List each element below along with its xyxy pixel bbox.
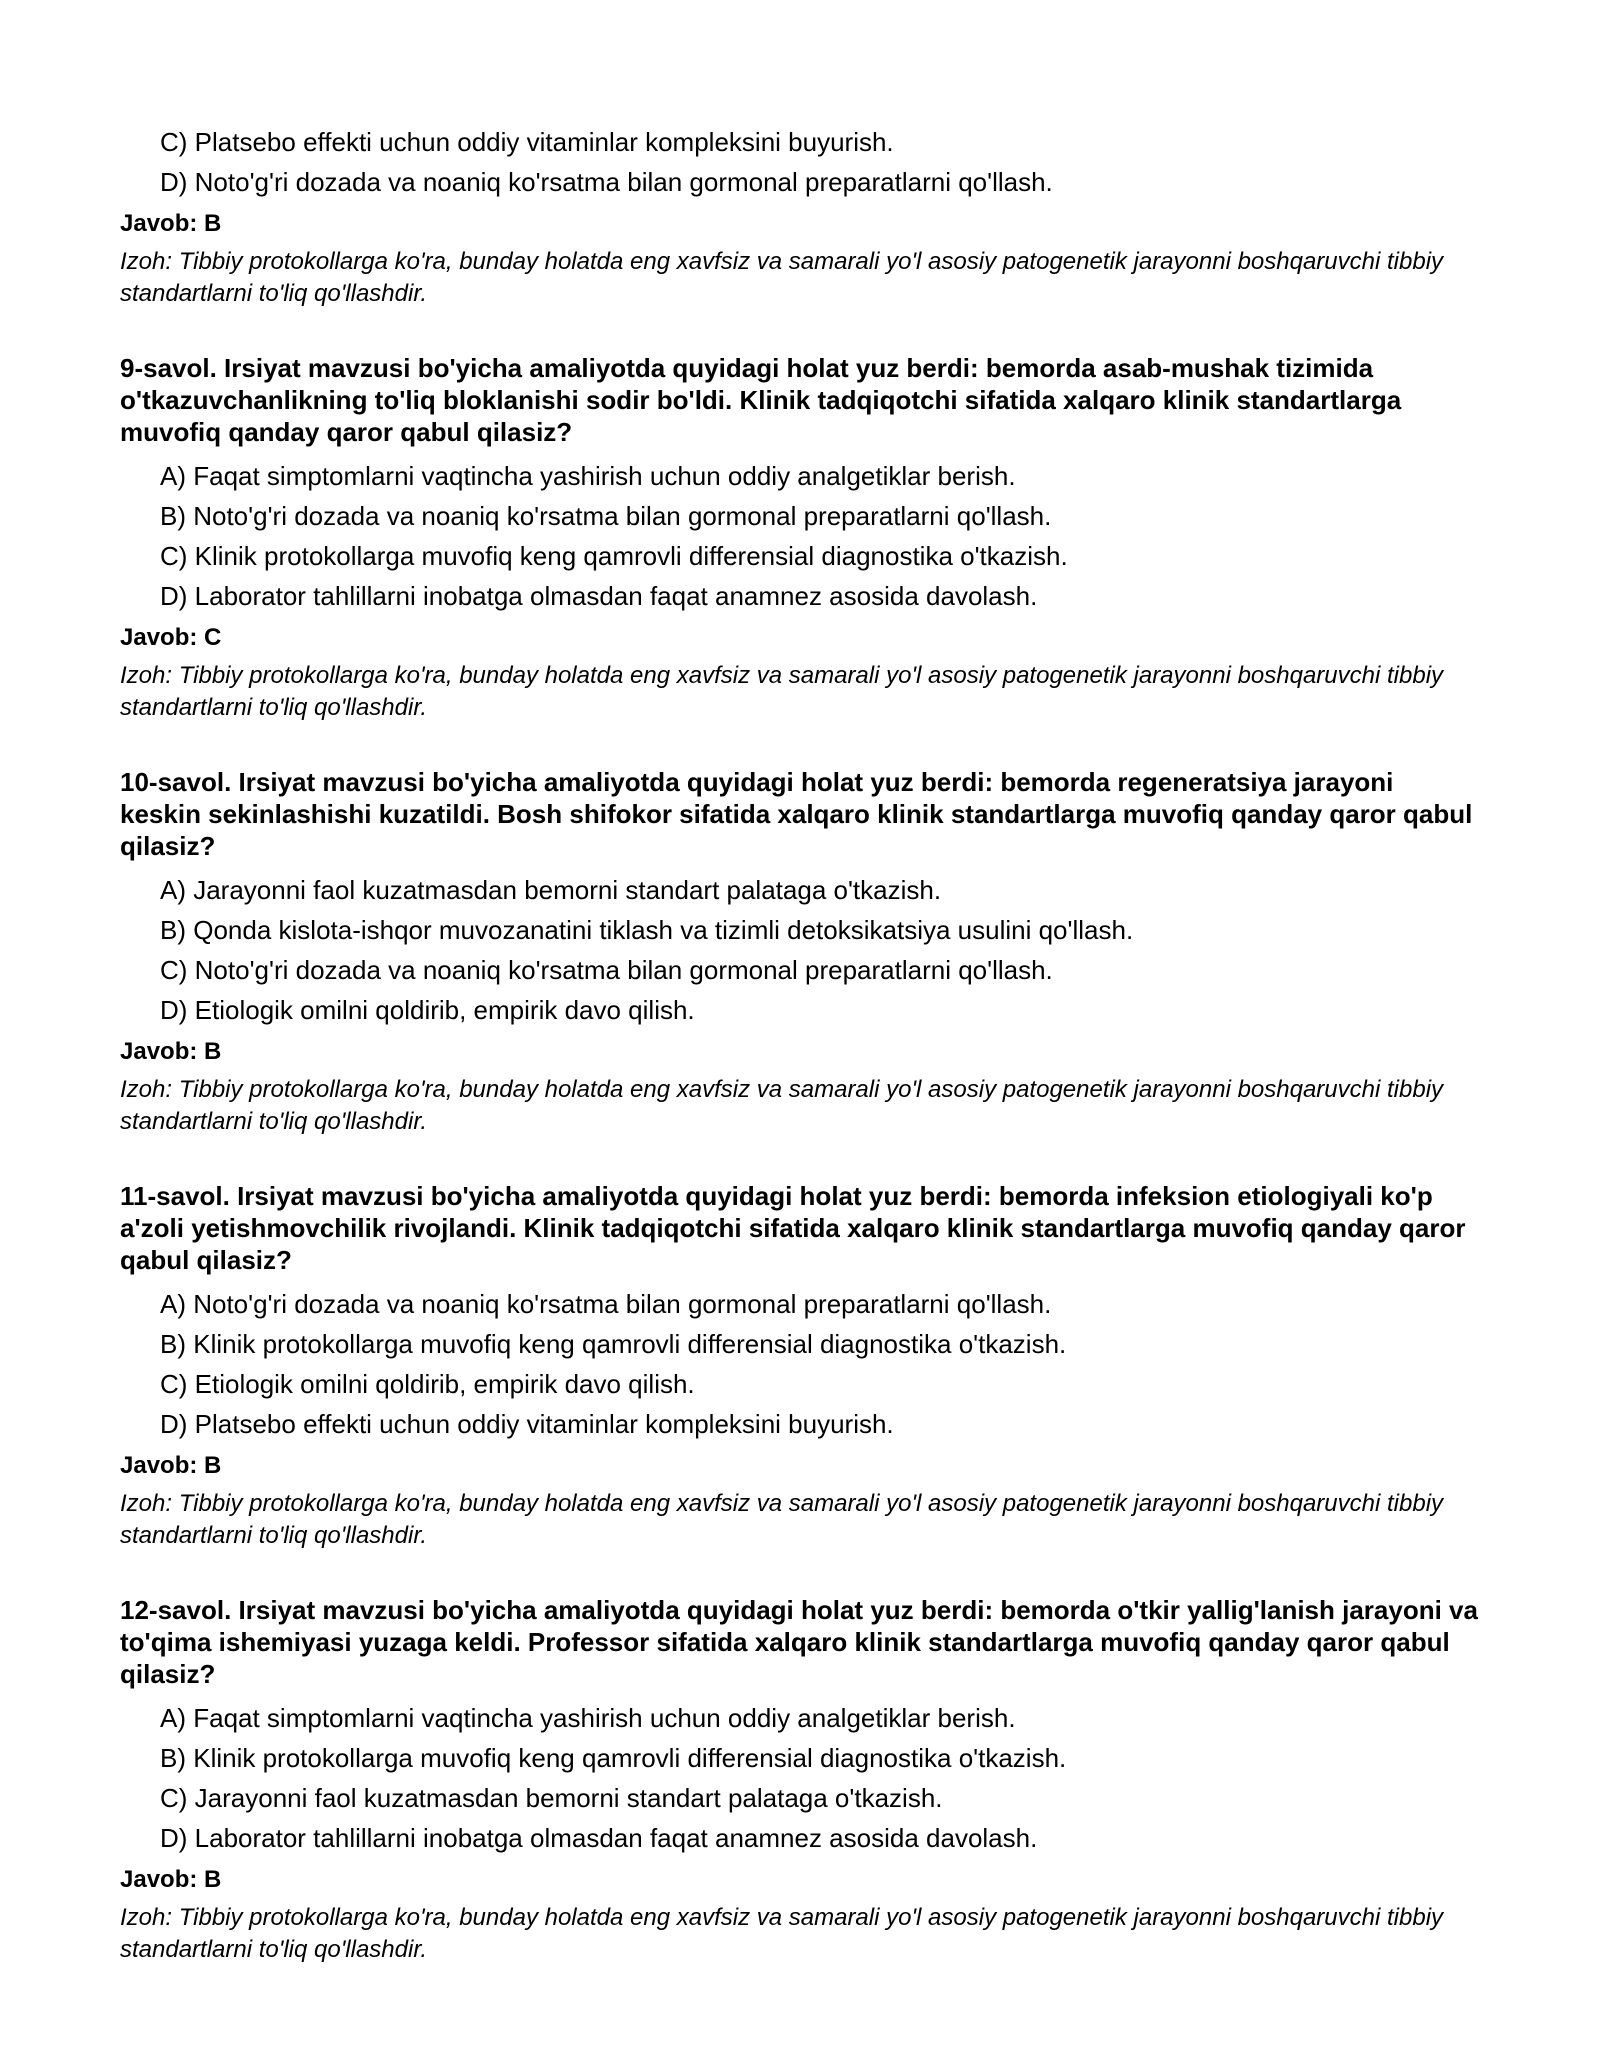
option-c: C) Platsebo effekti uchun oddiy vitaminlar kompleksini buyurish. (160, 127, 894, 157)
answer-label: Javob: C (120, 624, 222, 651)
option-a: A) Noto'g'ri dozada va noaniq ko'rsatma bilan gormonal preparatlarni qo'llash. (160, 1289, 1052, 1319)
explanation-note: Izoh: Tibbiy protokollarga ko'ra, bunday holatda eng xavfsiz va samarali yo'l asosiy patogenetik jarayonni boshqaruvchi tibbiy standartlarni to'liq qo'llashdir. (120, 248, 1444, 307)
option-a: A) Faqat simptomlarni vaqtincha yashirish uchun oddiy analgetiklar berish. (160, 461, 1016, 491)
question-text: 9-savol. Irsiyat mavzusi bo'yicha amaliyotda quyidagi holat yuz berdi: bemorda asab-mushak tizimida o'tkazuvchanlikning to'liq bloklanishi sodir bo'ldi. Klinik tadqiqotchi sifatida xalqaro klinik standartlarga muvofiq qanday qaror qabul qilasiz? (120, 353, 1402, 447)
option-c: C) Jarayonni faol kuzatmasdan bemorni standart palataga o'tkazish. (160, 1783, 943, 1813)
option-list (120, 122, 1480, 202)
option-a: A) Jarayonni faol kuzatmasdan bemorni standart palataga o'tkazish. (160, 875, 942, 905)
option-d: D) Laborator tahlillarni inobatga olmasdan faqat anamnez asosida davolash. (160, 1823, 1038, 1853)
question-text: 12-savol. Irsiyat mavzusi bo'yicha amaliyotda quyidagi holat yuz berdi: bemorda o'tkir yallig'lanish jarayoni va to'qima ishemiyasi yuzaga keldi. Professor sifatida xalqaro klinik standartlarga muvofiq qanday qaror qabul qilasiz? (120, 1595, 1478, 1689)
option-list (120, 1284, 1480, 1444)
answer-label: Javob: B (120, 1038, 222, 1065)
option-d: D) Etiologik omilni qoldirib, empirik davo qilish. (160, 995, 695, 1025)
option-c: C) Klinik protokollarga muvofiq keng qamrovli differensial diagnostika o'tkazish. (160, 541, 1068, 571)
explanation-note: Izoh: Tibbiy protokollarga ko'ra, bunday holatda eng xavfsiz va samarali yo'l asosiy patogenetik jarayonni boshqaruvchi tibbiy standartlarni to'liq qo'llashdir. (120, 1904, 1444, 1963)
question-block-10 (120, 766, 1480, 1138)
answer-label: Javob: B (120, 1866, 222, 1893)
option-list (120, 456, 1480, 616)
option-b: B) Klinik protokollarga muvofiq keng qamrovli differensial diagnostika o'tkazish. (160, 1743, 1067, 1773)
option-list (120, 1698, 1480, 1858)
option-d: D) Platsebo effekti uchun oddiy vitaminlar kompleksini buyurish. (160, 1409, 894, 1439)
explanation-note: Izoh: Tibbiy protokollarga ko'ra, bunday holatda eng xavfsiz va samarali yo'l asosiy patogenetik jarayonni boshqaruvchi tibbiy standartlarni to'liq qo'llashdir. (120, 1076, 1444, 1135)
option-c: C) Etiologik omilni qoldirib, empirik davo qilish. (160, 1369, 695, 1399)
option-a: A) Faqat simptomlarni vaqtincha yashirish uchun oddiy analgetiklar berish. (160, 1703, 1016, 1733)
document-page (120, 122, 1480, 1966)
answer-label: Javob: B (120, 210, 222, 237)
option-list (120, 870, 1480, 1030)
option-b: B) Noto'g'ri dozada va noaniq ko'rsatma bilan gormonal preparatlarni qo'llash. (160, 501, 1052, 531)
question-block-11 (120, 1180, 1480, 1552)
explanation-note: Izoh: Tibbiy protokollarga ko'ra, bunday holatda eng xavfsiz va samarali yo'l asosiy patogenetik jarayonni boshqaruvchi tibbiy standartlarni to'liq qo'llashdir. (120, 1490, 1444, 1549)
question-block-9 (120, 352, 1480, 724)
question-text: 11-savol. Irsiyat mavzusi bo'yicha amaliyotda quyidagi holat yuz berdi: bemorda infeksion etiologiyali ko'p a'zoli yetishmovchilik rivojlandi. Klinik tadqiqotchi sifatida xalqaro klinik standartlarga muvofiq qanday qaror qabul qilasiz? (120, 1181, 1466, 1275)
option-d: D) Laborator tahlillarni inobatga olmasdan faqat anamnez asosida davolash. (160, 581, 1038, 611)
option-c: C) Noto'g'ri dozada va noaniq ko'rsatma bilan gormonal preparatlarni qo'llash. (160, 955, 1053, 985)
answer-label: Javob: B (120, 1452, 222, 1479)
option-b: B) Qonda kislota-ishqor muvozanatini tiklash va tizimli detoksikatsiya usulini qo'llash. (160, 915, 1134, 945)
option-d: D) Noto'g'ri dozada va noaniq ko'rsatma bilan gormonal preparatlarni qo'llash. (160, 167, 1053, 197)
question-block-12 (120, 1594, 1480, 1966)
explanation-note: Izoh: Tibbiy protokollarga ko'ra, bunday holatda eng xavfsiz va samarali yo'l asosiy patogenetik jarayonni boshqaruvchi tibbiy standartlarni to'liq qo'llashdir. (120, 662, 1444, 721)
option-b: B) Klinik protokollarga muvofiq keng qamrovli differensial diagnostika o'tkazish. (160, 1329, 1067, 1359)
question-block-8-continued (120, 122, 1480, 310)
question-text: 10-savol. Irsiyat mavzusi bo'yicha amaliyotda quyidagi holat yuz berdi: bemorda regeneratsiya jarayoni keskin sekinlashishi kuzatildi. Bosh shifokor sifatida xalqaro klinik standartlarga muvofiq qanday qaror qabul qilasiz? (120, 767, 1473, 861)
